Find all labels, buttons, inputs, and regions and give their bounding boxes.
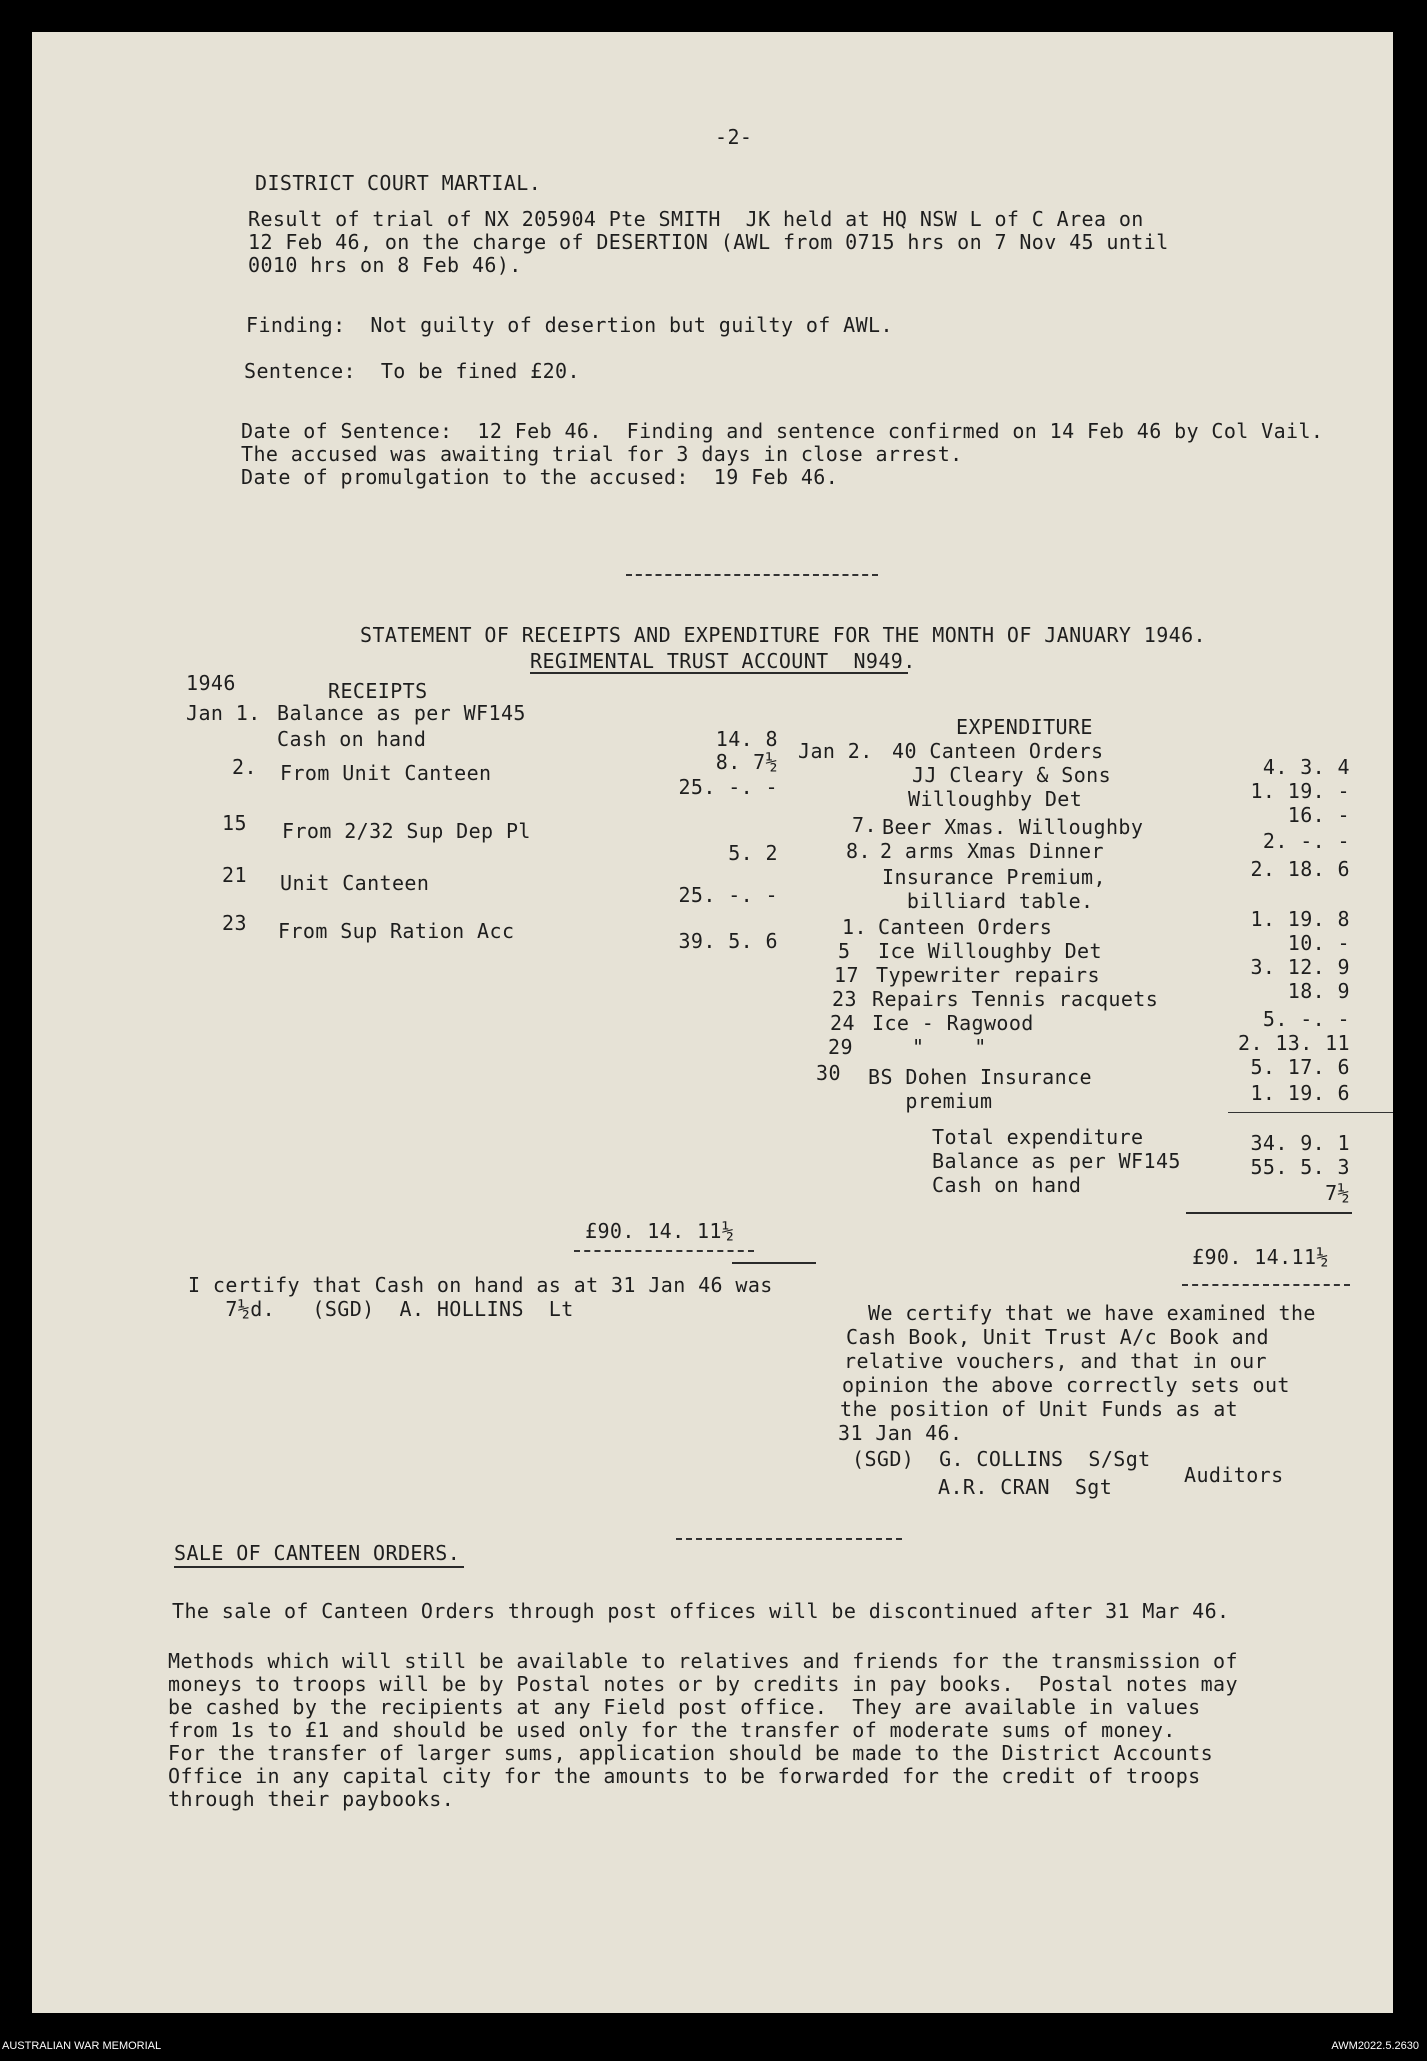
expenditure-amount: 4. 3. 4	[1262, 755, 1350, 779]
receipts-total-rule	[574, 1250, 754, 1252]
receipt-amount: 8. 7½	[715, 750, 778, 774]
section-divider	[676, 1538, 902, 1540]
expenditure-amount: 16. -	[1287, 803, 1350, 827]
sale-paragraph-line: be cashed by the recipients at any Field post office. They are available in values	[168, 1695, 1201, 1719]
court-martial-result-line: 12 Feb 46, on the charge of DESERTION (AWL from 0715 hrs on 7 Nov 45 until	[248, 230, 1169, 254]
receipt-amount: 25. -. -	[678, 775, 778, 799]
expenditure-heading: EXPENDITURE	[956, 715, 1093, 739]
receipt-desc: Cash on hand	[277, 727, 427, 751]
receipt-date: 23	[222, 911, 247, 935]
finding-text: Finding: Not guilty of desertion but guilty of AWL.	[246, 313, 893, 337]
cash-certification: 7½d. (SGD) A. HOLLINS Lt	[188, 1297, 574, 1321]
expenditure-desc: Ice Willoughby Det	[878, 939, 1102, 963]
receipt-date: 21	[222, 863, 247, 887]
auditors-label: Auditors	[1184, 1463, 1284, 1487]
total-rule	[1186, 1212, 1352, 1214]
sale-paragraph-line: from 1s to £1 and should be used only for the transfer of moderate sums of money.	[168, 1718, 1176, 1742]
sentence-text: Sentence: To be fined £20.	[244, 359, 580, 383]
expenditure-date: 1.	[842, 915, 867, 939]
receipt-desc: From 2/32 Sup Dep Pl	[282, 819, 531, 843]
receipt-date: 15	[222, 811, 247, 835]
sentence-dates-line: Date of promulgation to the accused: 19 Feb 46.	[241, 465, 839, 489]
sentence-dates-line: Date of Sentence: 12 Feb 46. Finding and sentence confirmed on 14 Feb 46 by Col Vail.	[241, 419, 1324, 443]
expenditure-desc: JJ Cleary & Sons	[912, 763, 1112, 787]
court-martial-result-line: 0010 hrs on 8 Feb 46).	[248, 253, 522, 277]
court-martial-heading: DISTRICT COURT MARTIAL.	[255, 171, 542, 195]
expenditure-desc: Canteen Orders	[878, 915, 1053, 939]
auditor-signature: A.R. CRAN Sgt	[938, 1475, 1113, 1499]
audit-certification: Cash Book, Unit Trust A/c Book and	[846, 1325, 1269, 1349]
expenditure-amount: 2. -. -	[1262, 829, 1350, 853]
expenditure-desc: Willoughby Det	[908, 787, 1083, 811]
expenditure-desc: Typewriter repairs	[876, 963, 1100, 987]
expenditure-desc: BS Dohen Insurance	[868, 1065, 1092, 1089]
receipt-desc: Unit Canteen	[280, 871, 430, 895]
audit-certification: the position of Unit Funds as at	[840, 1397, 1239, 1421]
cash-on-hand-label: Cash on hand	[932, 1173, 1082, 1197]
expenditure-date: Jan 2.	[798, 739, 873, 763]
expenditure-desc: " "	[912, 1035, 987, 1059]
balance-label: Balance as per WF145	[932, 1149, 1181, 1173]
expenditure-date: 30	[816, 1061, 841, 1085]
cash-certification: I certify that Cash on hand as at 31 Jan 46 was	[188, 1273, 773, 1297]
subtotal-rule	[1228, 1112, 1393, 1113]
expenditure-amount: 3. 12. 9	[1250, 955, 1350, 979]
sale-paragraph-line: Methods which will still be available to relatives and friends for the transmission of	[168, 1649, 1238, 1673]
archive-reference: AWM2022.5.2630	[1331, 2040, 1419, 2052]
document-page	[32, 32, 1393, 2013]
total-expenditure-amount: 34. 9. 1	[1250, 1131, 1350, 1155]
expenditure-amount: 1. 19. 8	[1250, 907, 1350, 931]
expenditure-desc: 40 Canteen Orders	[892, 739, 1104, 763]
expenditure-desc: 2 arms Xmas Dinner	[880, 839, 1104, 863]
balance-amount: 55. 5. 3	[1250, 1155, 1350, 1179]
sale-heading: SALE OF CANTEEN ORDERS.	[174, 1541, 461, 1565]
audit-certification: relative vouchers, and that in our	[844, 1349, 1267, 1373]
receipt-amount: 39. 5. 6	[678, 929, 778, 953]
receipt-amount: 25. -. -	[678, 883, 778, 907]
expenditure-amount: 18. 9	[1287, 979, 1350, 1003]
expenditure-desc: Ice - Ragwood	[872, 1011, 1034, 1035]
expenditure-desc: premium	[868, 1089, 993, 1113]
expenditure-desc: Repairs Tennis racquets	[872, 987, 1159, 1011]
receipts-total-underline	[732, 1262, 816, 1264]
sale-heading-underline	[174, 1566, 464, 1568]
receipt-desc: From Unit Canteen	[280, 761, 492, 785]
expenditure-date: 17	[834, 963, 859, 987]
expenditure-amount: 5. 17. 6	[1250, 1055, 1350, 1079]
expenditure-amount: 2. 13. 11	[1238, 1031, 1350, 1055]
archive-credit: AUSTRALIAN WAR MEMORIAL	[2, 2040, 162, 2052]
expenditure-amount: 5. -. -	[1262, 1007, 1350, 1031]
expenditure-desc: Beer Xmas. Willoughby	[882, 815, 1144, 839]
audit-certification: We certify that we have examined the	[868, 1301, 1316, 1325]
expenditure-amount: 2. 18. 6	[1250, 857, 1350, 881]
auditor-signature: (SGD) G. COLLINS S/Sgt	[852, 1447, 1151, 1471]
receipt-date: Jan 1.	[186, 701, 261, 725]
section-divider	[626, 574, 878, 576]
sale-paragraph-1: The sale of Canteen Orders through post offices will be discontinued after 31 Mar 46.	[172, 1599, 1230, 1623]
expenditure-date: 24	[830, 1011, 855, 1035]
audit-certification: opinion the above correctly sets out	[842, 1373, 1290, 1397]
expenditure-amount: 1. 19. 6	[1250, 1081, 1350, 1105]
receipt-desc: From Sup Ration Acc	[278, 919, 515, 943]
sale-paragraph-line: moneys to troops will be by Postal notes or by credits in pay books. Postal notes may	[168, 1672, 1238, 1696]
expenditure-desc: Insurance Premium,	[882, 865, 1106, 889]
expenditure-amount: 1. 19. -	[1250, 779, 1350, 803]
statement-subtitle: REGIMENTAL TRUST ACCOUNT N949.	[530, 649, 916, 673]
expenditure-date: 5	[838, 939, 851, 963]
expenditure-date: 23	[832, 987, 857, 1011]
receipt-amount: 14. 8	[715, 727, 778, 751]
statement-year: 1946	[186, 671, 236, 695]
sale-paragraph-line: For the transfer of larger sums, application should be made to the District Accounts	[168, 1741, 1214, 1765]
subtitle-underline	[530, 672, 908, 674]
sale-paragraph-line: Office in any capital city for the amounts to be forwarded for the credit of troops	[168, 1764, 1201, 1788]
expenditure-amount: 10. -	[1287, 931, 1350, 955]
receipt-date: 2.	[232, 755, 257, 779]
court-martial-result-line: Result of trial of NX 205904 Pte SMITH JK held at HQ NSW L of C Area on	[248, 207, 1144, 231]
expenditure-total-rule	[1182, 1284, 1350, 1286]
expenditure-date: 8.	[846, 839, 871, 863]
page-number: -2-	[715, 125, 753, 149]
receipt-desc: Balance as per WF145	[277, 701, 526, 725]
expenditure-desc: billiard table.	[882, 889, 1094, 913]
sale-paragraph-line: through their paybooks.	[168, 1787, 455, 1811]
audit-certification: 31 Jan 46.	[838, 1421, 963, 1445]
expenditure-total: £90. 14.11½	[1192, 1245, 1329, 1269]
receipts-total: £90. 14. 11½	[585, 1219, 735, 1243]
expenditure-date: 29	[828, 1035, 853, 1059]
cash-on-hand-amount: 7½	[1325, 1181, 1350, 1205]
receipt-amount: 5. 2	[728, 841, 778, 865]
sentence-dates-line: The accused was awaiting trial for 3 days in close arrest.	[241, 442, 963, 466]
total-expenditure-label: Total expenditure	[932, 1125, 1144, 1149]
receipts-heading: RECEIPTS	[328, 679, 428, 703]
statement-title: STATEMENT OF RECEIPTS AND EXPENDITURE FOR THE MONTH OF JANUARY 1946.	[360, 623, 1206, 647]
expenditure-date: 7.	[852, 813, 877, 837]
